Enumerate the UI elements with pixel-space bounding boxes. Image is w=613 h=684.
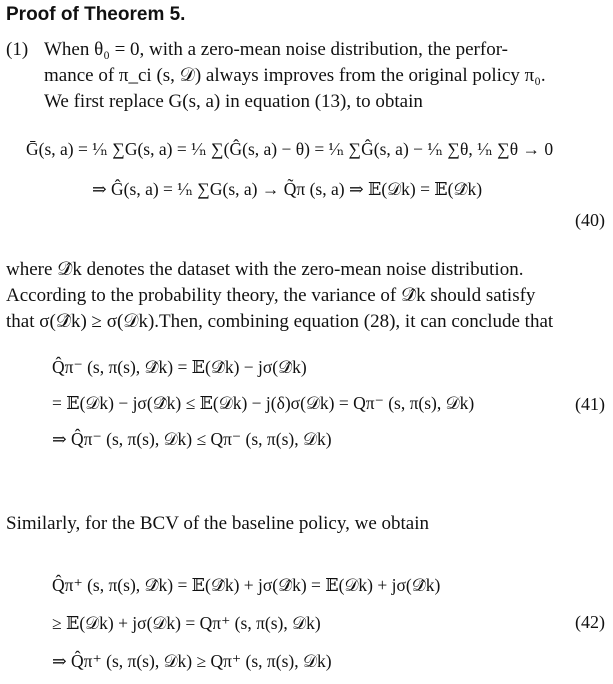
item-line-3: We first replace G(s, a) in equation (13), to obtain — [44, 91, 423, 112]
item-label: (1) — [6, 39, 29, 60]
eq42-line-1: Q̂π⁺ (s, π(s), 𝒟̂k) = 𝔼(𝒟̂k) + jσ(𝒟̂k) = 𝔼(𝒟k) + jσ(𝒟̂k) — [52, 575, 441, 595]
eq42-line-3: ⇒ Q̂π⁺ (s, π(s), 𝒟k) ≥ Qπ⁺ (s, π(s), 𝒟k) — [52, 651, 332, 671]
eq42-line-2: ≥ 𝔼(𝒟k) + jσ(𝒟k) = Qπ⁺ (s, π(s), 𝒟k) — [52, 613, 321, 633]
eq41-line-2: = 𝔼(𝒟k) − jσ(𝒟̂k) ≤ 𝔼(𝒟k) − j(δ)σ(𝒟k) = Qπ⁻ (s, π(s), 𝒟k) — [52, 393, 475, 413]
para2: Similarly, for the BCV of the baseline policy, we obtain — [6, 513, 430, 534]
eq40-line-2: ⇒ Ĝ(s, a) = ¹⁄ₙ ∑G(s, a) → Q̃π (s, a) ⇒ 𝔼(𝒟k) = 𝔼(𝒟̂k) — [92, 179, 483, 199]
item-line-1: When θ₀ = 0, with a zero-mean noise distribution, the perfor- — [44, 39, 508, 60]
para1-line-3: that σ(𝒟̂k) ≥ σ(𝒟k).Then, combining equation (28), it can conclude that — [6, 311, 554, 332]
proof-heading: Proof of Theorem 5. — [6, 4, 186, 25]
para1-line-2: According to the probability theory, the variance of 𝒟̂k should satisfy — [6, 285, 536, 306]
item-line-2: mance of π_ci (s, 𝒟) always improves from the original policy π₀. — [44, 65, 546, 86]
eq42-number: (42) — [575, 612, 605, 632]
eq41-line-1: Q̂π⁻ (s, π(s), 𝒟̂k) = 𝔼(𝒟̂k) − jσ(𝒟̂k) — [52, 357, 307, 377]
eq40-number: (40) — [575, 210, 605, 230]
para1-line-1: where 𝒟̂k denotes the dataset with the zero-mean noise distribution. — [6, 259, 524, 280]
eq40-line-1: Ḡ(s, a) = ¹⁄ₙ ∑G(s, a) = ¹⁄ₙ ∑(Ĝ(s, a) − θ) = ¹⁄ₙ ∑Ĝ(s, a) − ¹⁄ₙ ∑θ, ¹⁄ₙ ∑θ → 0 — [26, 139, 554, 159]
eq41-line-3: ⇒ Q̂π⁻ (s, π(s), 𝒟k) ≤ Qπ⁻ (s, π(s), 𝒟k) — [52, 429, 332, 449]
eq41-number: (41) — [575, 394, 605, 414]
